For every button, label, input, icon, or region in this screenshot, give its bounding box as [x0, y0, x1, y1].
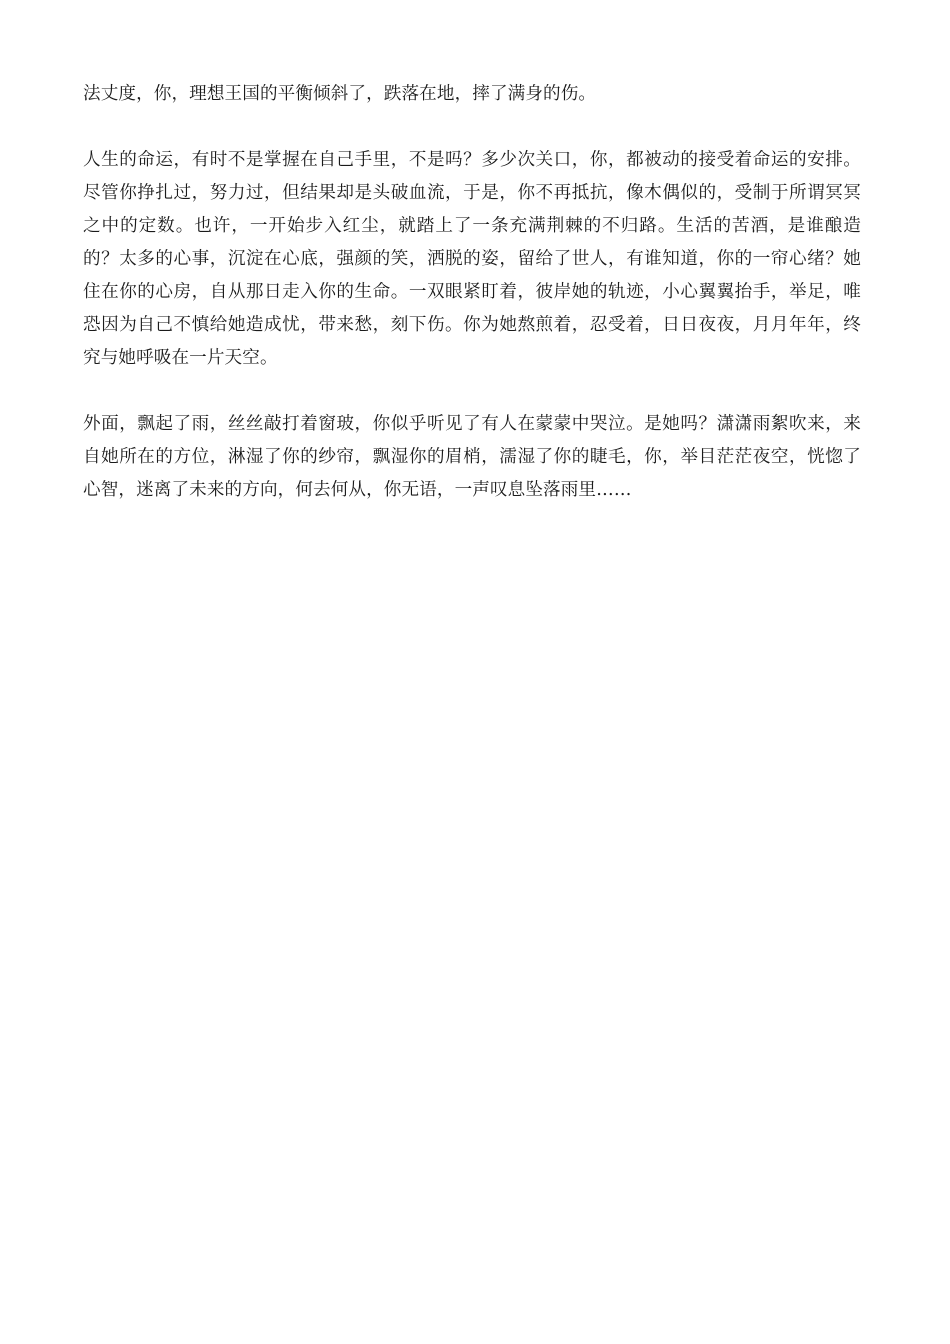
paragraph-3: 外面，飘起了雨，丝丝敲打着窗玻，你似乎听见了有人在蒙蒙中哭泣。是她吗？潇潇雨絮吹来，来自她所在的方位，淋湿了你的纱帘，飘湿你的眉梢，濡湿了你的睫毛，你，举目茫茫夜空，恍惚了心智，迷离了未来的方向，何去何从，你无语，一声叹息坠落雨里…… — [83, 414, 861, 500]
paragraph-1: 法丈度，你，理想王国的平衡倾斜了，跌落在地，摔了满身的伤。 — [83, 84, 597, 104]
document-body — [83, 78, 861, 540]
paragraph-2: 人生的命运，有时不是掌握在自己手里，不是吗？多少次关口，你，都被动的接受着命运的安排。尽管你挣扎过，努力过，但结果却是头破血流，于是，你不再抵抗，像木偶似的，受制于所谓冥冥之中的定数。也许，一开始步入红尘，就踏上了一条充满荆棘的不归路。生活的苦酒，是谁酿造的？太多的心事，沉淀在心底，强颜的笑，洒脱的姿，留给了世人，有谁知道，你的一帘心绪？她住在你的心房，自从那日走入你的生命。一双眼紧盯着，彼岸她的轨迹，小心翼翼抬手，举足，唯恐因为自己不慎给她造成忧，带来愁，刻下伤。你为她熬煎着，忍受着，日日夜夜，月月年年，终究与她呼吸在一片天空。 — [83, 150, 861, 368]
